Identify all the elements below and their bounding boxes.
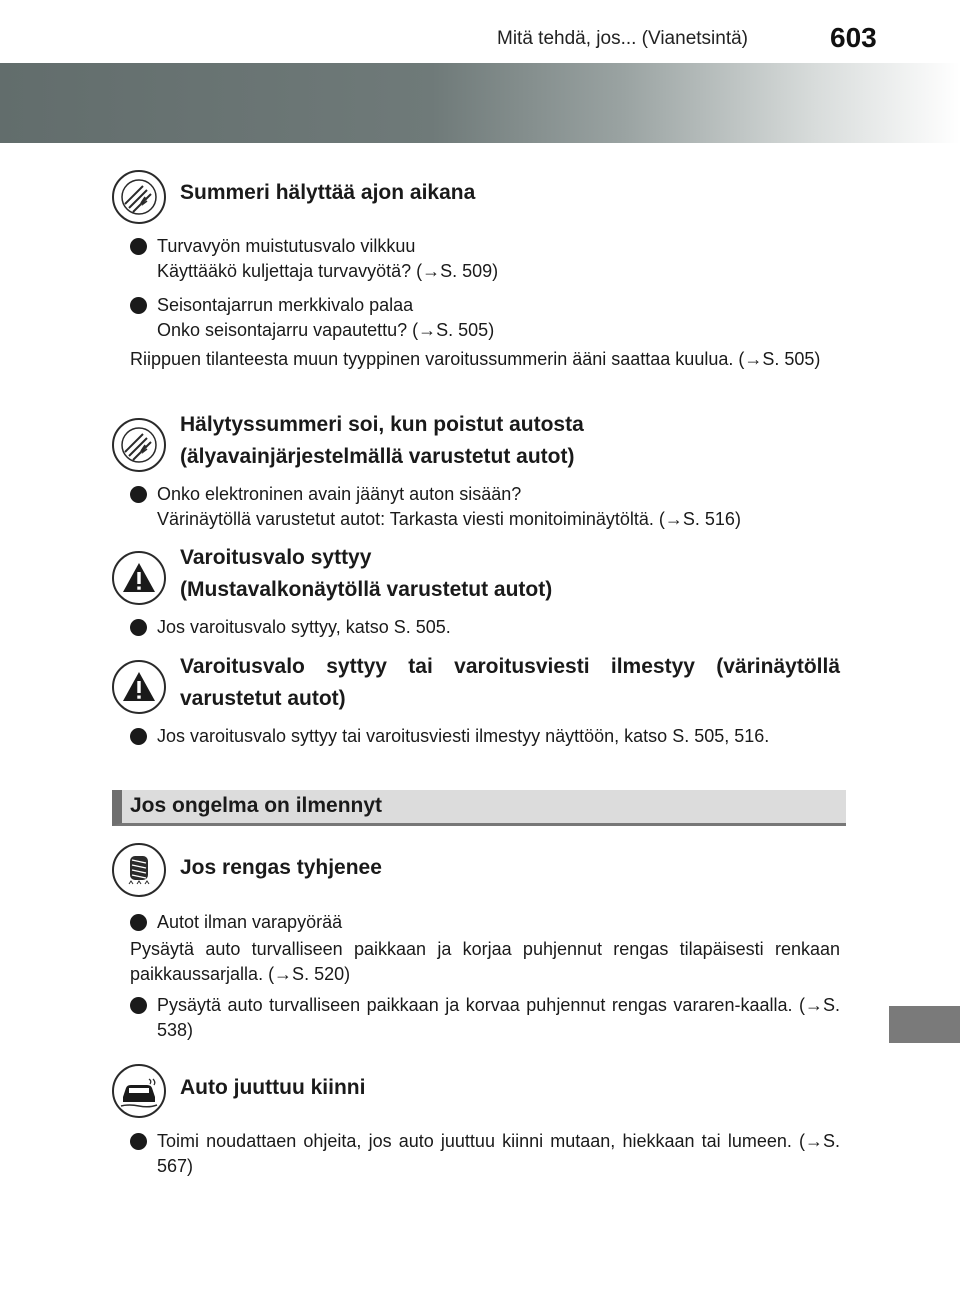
list-item — [130, 724, 840, 749]
bullet-dot — [130, 914, 147, 931]
stuck-car-icon — [112, 1064, 166, 1118]
bullet-text: Värinäytöllä varustetut autot: Tarkasta viesti monitoiminäytöltä. (→S. 516) — [157, 509, 741, 529]
bullet-dot — [130, 728, 147, 745]
bullet-dot — [130, 486, 147, 503]
heading-stuck: Auto juuttuu kiinni — [180, 1076, 366, 1099]
heading-line: Varoitusvalo syttyy tai varoitusviesti ilmestyy (värinäytöllä — [180, 655, 840, 678]
bullet-dot — [130, 238, 147, 255]
list-item — [130, 482, 840, 532]
bullet-text: Toimi noudattaen ohjeita, jos auto juuttuu kiinni mutaan, hiekkaan tai lumeen. (→S. 567) — [157, 1131, 840, 1176]
list-item — [130, 234, 840, 284]
bullet-text: Jos varoitusvalo syttyy tai varoitusviesti ilmestyy näyttöön, katso S. 505, 516. — [157, 726, 770, 746]
header-title: Mitä tehdä, jos... (Vianetsintä) — [497, 28, 748, 49]
heading-buzzer-driving: Summeri hälyttää ajon aikana — [180, 181, 476, 204]
heading-line: Varoitusvalo syttyy — [180, 546, 372, 569]
bullet-text: Onko seisontajarru vapautettu? (→S. 505) — [157, 320, 495, 340]
bullet-dot — [130, 1133, 147, 1150]
bullet-text: Seisontajarrun merkkivalo palaa — [157, 295, 414, 315]
heading-line: (Mustavalkonäytöllä varustetut autot) — [180, 578, 553, 601]
bullet-dot — [130, 997, 147, 1014]
bullet-dot — [130, 619, 147, 636]
buzzer-icon — [112, 418, 166, 472]
chapter-side-tab — [889, 1006, 960, 1043]
list-item — [130, 910, 840, 935]
bullet-dot — [130, 297, 147, 314]
warning-exclamation-icon — [112, 551, 166, 605]
heading-buzzer-exit — [180, 409, 584, 473]
section-bar — [112, 790, 846, 826]
heading-line: (älyavainjärjestelmällä varustetut autot) — [180, 445, 575, 468]
header-banner — [0, 63, 960, 143]
heading-flat-tire: Jos rengas tyhjenee — [180, 856, 382, 879]
heading-warning-color — [180, 651, 840, 715]
list-item — [130, 293, 840, 343]
flat-tire-icon — [112, 843, 166, 897]
list-item — [130, 1129, 840, 1179]
bullet-text: Jos varoitusvalo syttyy, katso S. 505. — [157, 617, 451, 637]
heading-warning-mono — [180, 542, 552, 606]
bullet-text: Turvavyön muistutusvalo vilkkuu — [157, 236, 416, 256]
heading-line: Hälytyssummeri soi, kun poistut autosta — [180, 413, 584, 436]
bullet-text: Autot ilman varapyörää — [157, 912, 343, 932]
buzzer-icon — [112, 170, 166, 224]
list-item — [130, 615, 840, 640]
bullet-text: Käyttääkö kuljettaja turvavyötä? (→S. 509) — [157, 261, 499, 281]
bullet-text: Onko elektroninen avain jäänyt auton sisään? — [157, 484, 522, 504]
warning-exclamation-icon — [112, 660, 166, 714]
bullet-text: Pysäytä auto turvalliseen paikkaan ja korvaa puhjennut rengas vararen-kaalla. (→S. 538) — [157, 995, 840, 1040]
heading-line: varustetut autot) — [180, 687, 346, 710]
section-bar-title: Jos ongelma on ilmennyt — [130, 794, 383, 817]
instruction-paragraph: Pysäytä auto turvalliseen paikkaan ja korjaa puhjennut rengas tilapäisesti renkaan paikkaussarjalla. (→S. 520) — [130, 939, 840, 984]
note-paragraph: Riippuen tilanteesta muun tyyppinen varoitussummerin ääni saattaa kuulua. (→S. 505) — [130, 349, 821, 369]
page-number: 603 — [830, 22, 877, 53]
list-item — [130, 993, 840, 1043]
